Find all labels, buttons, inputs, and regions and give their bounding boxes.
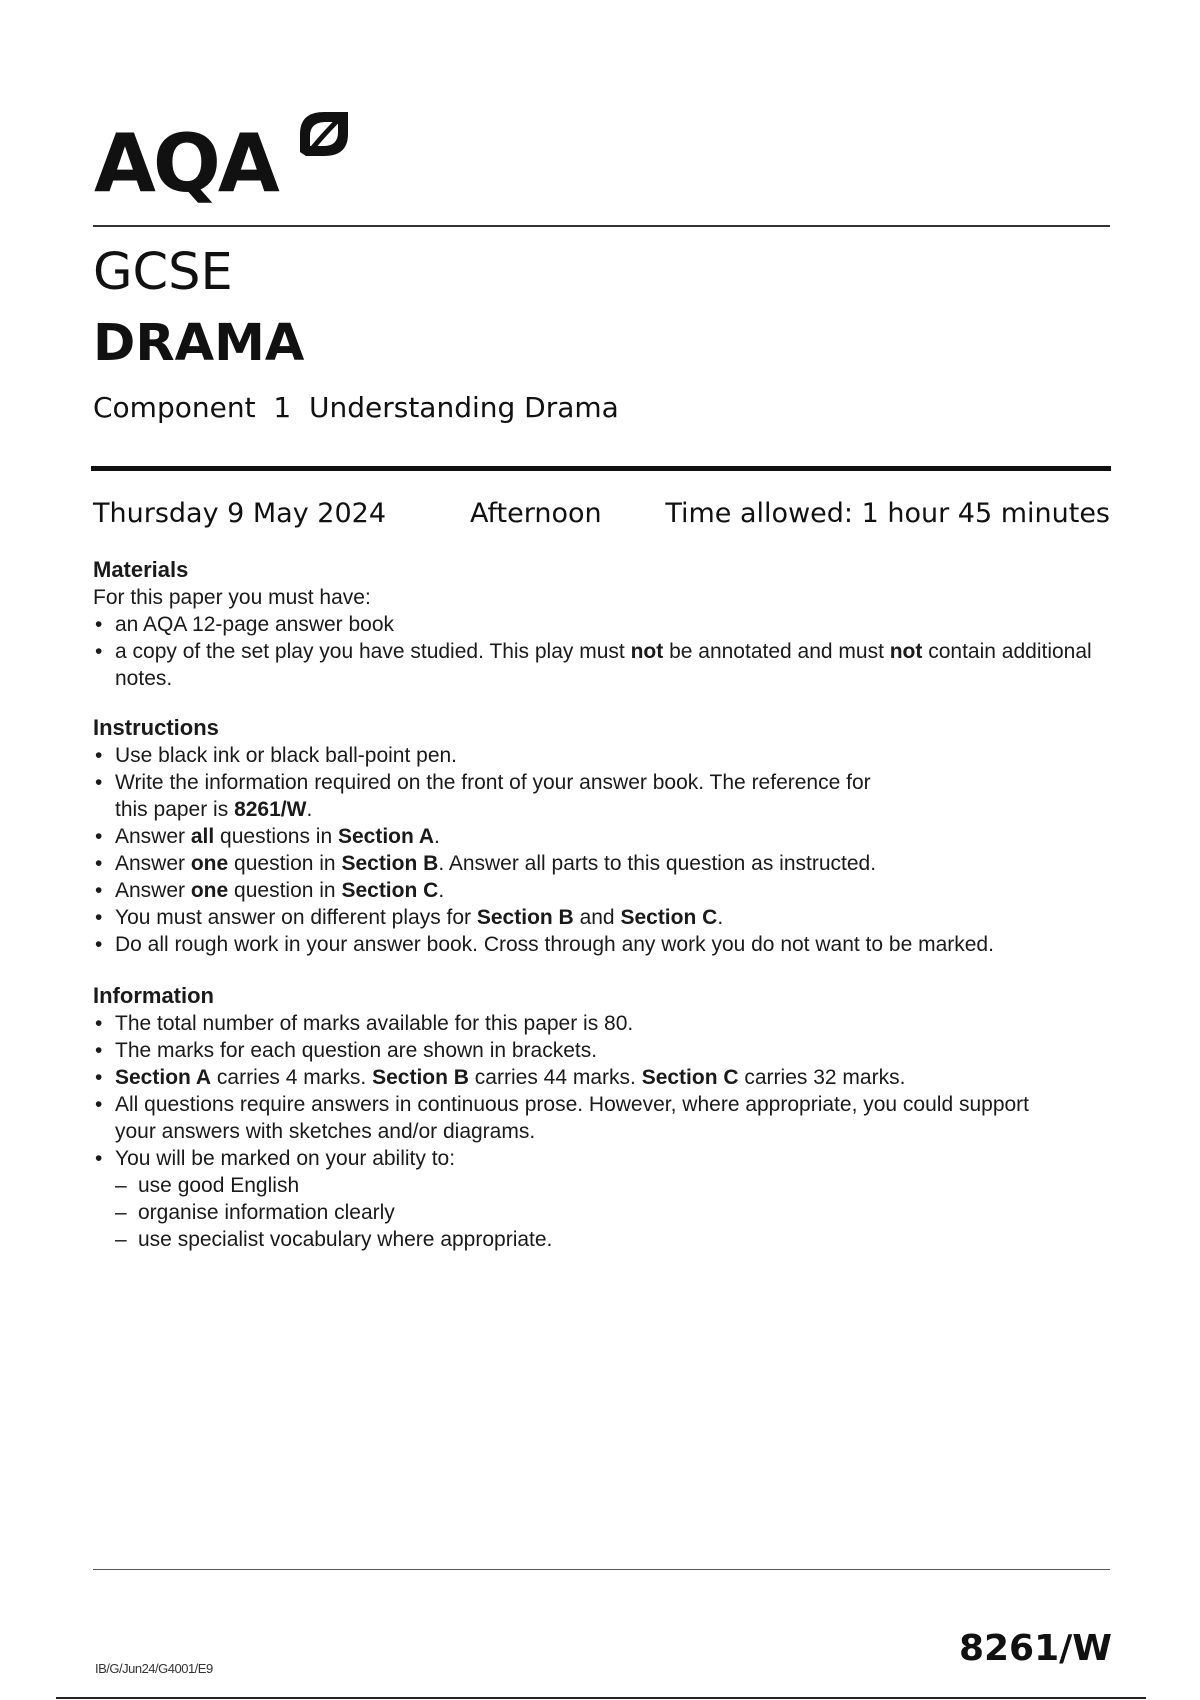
materials-intro: For this paper you must have:	[93, 586, 371, 609]
instructions-list	[93, 742, 1110, 958]
materials-heading: Materials	[93, 557, 189, 582]
divider	[93, 225, 1110, 227]
information-list	[93, 1010, 1110, 1253]
list-item: – use specialist vocabulary where appropriate.	[115, 1226, 1110, 1253]
list-item: • Write the information required on the front of your answer book. The reference for this paper is 8261/W.	[93, 769, 1110, 823]
list-item: • You will be marked on your ability to: – use good English – organise information clearly – use specialist vocabulary where appropriate.	[93, 1145, 1110, 1253]
footer-reference: IB/G/Jun24/G4001/E9	[95, 1661, 213, 1676]
page-edge	[56, 1697, 1146, 1699]
list-item: – use good English	[115, 1172, 1110, 1199]
leaf-icon	[298, 108, 350, 160]
aqa-logo	[94, 108, 354, 210]
materials-list	[93, 611, 1110, 692]
list-item: • The marks for each question are shown in brackets.	[93, 1037, 1110, 1064]
qualification-title: GCSE	[93, 243, 233, 302]
ability-list	[115, 1172, 1110, 1253]
instructions-section	[93, 714, 1110, 958]
list-item: • a copy of the set play you have studied. This play must not be annotated and must not contain additional notes.	[93, 638, 1110, 692]
instructions-heading: Instructions	[93, 715, 219, 740]
list-item: • The total number of marks available for this paper is 80.	[93, 1010, 1110, 1037]
paper-code: 8261/W	[958, 1628, 1112, 1669]
list-item: • Answer one question in Section B. Answer all parts to this question as instructed.	[93, 850, 1110, 877]
materials-section	[93, 556, 1110, 692]
list-item: • an AQA 12-page answer book	[93, 611, 1110, 638]
divider	[93, 1569, 1110, 1570]
time-allowed: Time allowed: 1 hour 45 minutes	[665, 498, 1110, 529]
exam-details	[93, 498, 1110, 532]
information-heading: Information	[93, 983, 214, 1008]
list-item: • All questions require answers in continuous prose. However, where appropriate, you could support your answers with sketches and/or diagrams.	[93, 1091, 1110, 1145]
list-item: • You must answer on different plays for Section B and Section C.	[93, 904, 1110, 931]
list-item: • Do all rough work in your answer book. Cross through any work you do not want to be marked.	[93, 931, 1110, 958]
component-title: Component 1 Understanding Drama	[93, 391, 619, 424]
list-item: • Use black ink or black ball-point pen.	[93, 742, 1110, 769]
list-item: • Section A carries 4 marks. Section B carries 44 marks. Section C carries 32 marks.	[93, 1064, 1110, 1091]
exam-date: Thursday 9 May 2024	[93, 498, 387, 529]
logo-text: AQA	[94, 117, 277, 210]
list-item: – organise information clearly	[115, 1199, 1110, 1226]
subject-title: DRAMA	[93, 314, 305, 373]
exam-session: Afternoon	[470, 498, 602, 529]
list-item: • Answer one question in Section C.	[93, 877, 1110, 904]
list-item: • Answer all questions in Section A.	[93, 823, 1110, 850]
divider-thick	[91, 466, 1111, 471]
information-section	[93, 982, 1110, 1253]
